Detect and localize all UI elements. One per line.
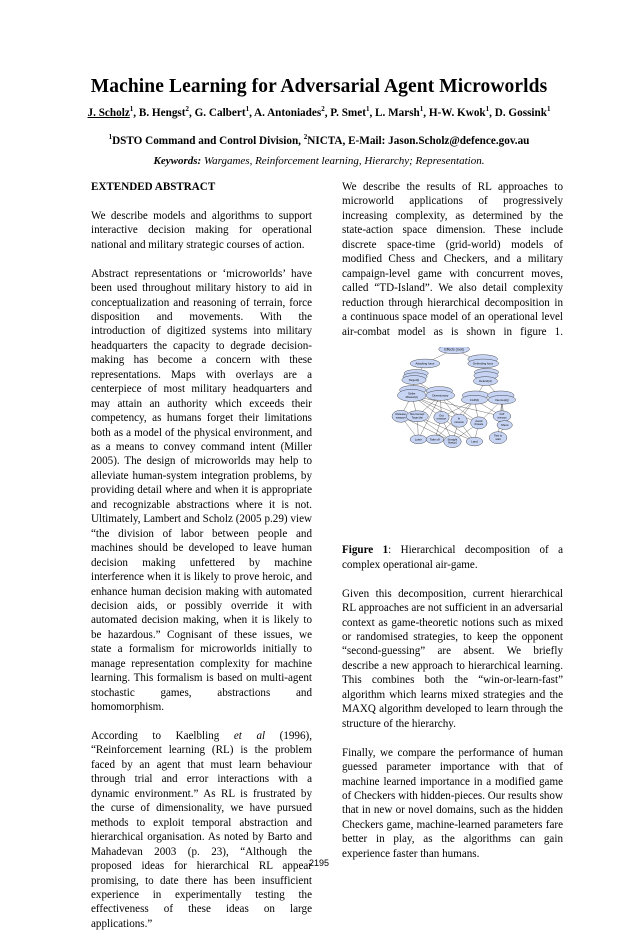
label-threats: threats [474,422,484,427]
label-release: Release [395,412,406,417]
affiliation: $^1$DSTO Command and Control Division, $^2$NICTA, E-Mail: Jason.Scholz@defence.gov.au [108,133,530,147]
author-list [0,107,638,119]
label-diversionary: Diversionary [432,393,449,398]
label-weapon: weapon [395,415,406,420]
hierarchy-figure [342,347,564,535]
left-column [91,180,312,946]
label-target: Target(t) [408,378,420,383]
paragraph: Given this decomposition, current hierarchical RL approaches are not sufficient in an adversarial context as game-theoretic notions such as mixed or randomised strategies, to keep the opponent “second-guessing” are absent. We briefly describe a new approach to hierarchical learning. This combines both the “win-or-learn-fast” algorithm which learns mixed strategies and the MAXQ algorithm developed to learn through the structure of the hierarchy. [342,587,563,730]
label-cap-top: CAP [499,413,505,417]
author: B. Hengst$^2$, [138,105,195,119]
paragraph: We describe the results of RL approaches to microworld applications of progressively increasing complexity, as determined by the state-action space dimension. These include discrete space-time (grid-world) models of modified Chess and Checkers, and a military campaign-level game with concurrent moves, called “TD-Island”. We also detail complexity reduction through hierarchical decomposition in a continuous space model of an operational level air-combat model as is shown in figure 1. [342,181,563,338]
label-in-mission: mission [454,420,464,425]
label-attacking: Attacking force [415,361,435,366]
label-cap-intercept: intercept [497,416,507,420]
label-wait: wait [495,437,501,442]
label-in: In [457,416,461,421]
label-intercept: Intercept(j) [495,398,509,403]
paper-title: Machine Learning for Adversarial Agent Microworlds [90,76,548,97]
label-defend: Defend(d) [479,379,492,384]
label-cap: CAP(d) [469,398,480,403]
author: L. Marsh$^1$, [375,105,429,119]
paragraph: Abstract representations or ‘microworlds’ have been used throughout military history to aid in conceptualization and reasoning of terrain, force disposition and movements. With the introduction of digitized systems into military headquarters the capacity to degrade decision-making has become a concern with these representations. Maps with overlays are a centerpiece of most military headquarters and may attain an authority which exceeds their competency, as humans forget their limitations both as a model of the physical environment, and as a means to convey command intent (Miller 2005). The design of microworlds may help to alleviate human-system integration problems, by providing detail where and when it is appropriate and recognizable abstractions where it is not. Ultimately, Lambert and Scholz (2005 p.29) view “the division of labor between people and machines should be developed to leave human decision making unfettered by machine interference when it is likely to prove heroic, and enhance human decision making with automated decision aids, or possibly override it with automated decision making, when it is likely to be hazardous.” Cognisant of these issues, we state a formalism for microworlds initially to manage representation complexity for machine learning. This formalism is based on multi-agent stochastic games, abstractions and homomorphism. [91,267,312,714]
label-avoid: Avoid [475,419,483,424]
label-strike: Strike [408,391,416,396]
label-nav: Nav(p) [448,441,457,446]
page-number: 2195 [308,858,330,868]
label-target-dist: Target dist [411,416,423,420]
label-max-intercept: Max intercept [410,413,425,417]
label-shoot: Shoot [500,423,509,428]
keywords: Keywords: Wargames, Reinforcement learning, Hierarchy; Representation. [153,155,485,167]
label-out-mission: mission [436,416,447,421]
label-root: Effects (root) [444,347,464,352]
label-land: Land [471,440,478,445]
author: A. Antoniades$^2$, [254,105,331,119]
section-heading: EXTENDED ABSTRACT [91,181,216,193]
label-defending: Defending force [473,361,494,366]
figure-caption: Figure 1: Hierarchical decomposition of a complex operational air-game. [342,544,563,571]
author: D. Gossink$^1$ [494,105,551,119]
author: P. Smet$^1$, [330,105,376,119]
paragraph: According to Kaelbling et al (1996), “Reinforcement learning (RL) is the problem faced by an agent that must learn behaviour through trial and error interactions with a dynamic environment.” As RL is frustrated by the curse of dimensionality, we have pursued methods to exploit temporal abstraction and hierarchical organisation. As noted by Barto and Mahadevan 2003 (p. 23), “Although the proposed ideas for hierarchical RL appear promising, to date there has been insufficient experience in experimentally testing the effectiveness of these ideas on large applications.” [91,730,312,930]
paragraph: Finally, we compare the performance of human guessed parameter importance with that of machine learned importance in a modified game of Checkers with hidden-pieces. Our results show that in new or novel domains, such as the hidden Checkers game, machine-learned parameters fare better in play, as the algorithms can gain experience faster than humans. [342,746,563,860]
label-takeoff: Take off [429,437,440,442]
label-out: Out [439,413,444,418]
label-straight: Straight [447,437,458,442]
author: J. Scholz$^1$, [87,105,139,119]
author: G. Calbert$^1$, [194,105,255,119]
label-mission: Mission(t) [405,395,418,400]
paragraph: We describe models and algorithms to support interactive decision making for operational national and military strategic courses of action. [91,209,312,251]
author: H-W. Kwok$^1$, [428,105,495,119]
right-column [342,180,563,876]
label-taxi: Taxi to [493,433,503,438]
label-loiter: Loiter [414,437,422,442]
